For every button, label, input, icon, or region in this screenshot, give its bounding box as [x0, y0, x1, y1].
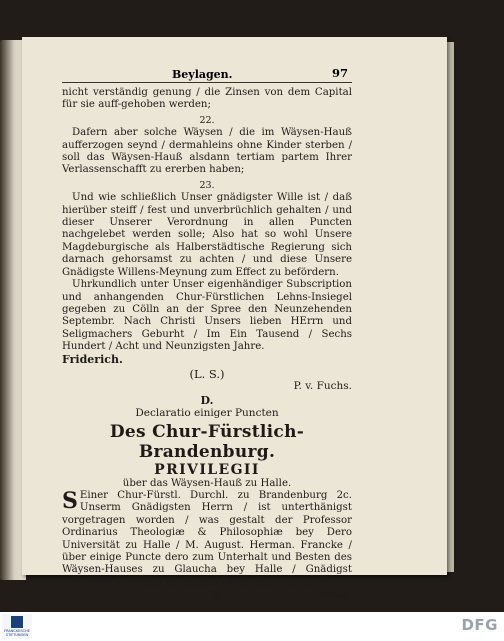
viewer-footer: [0, 612, 504, 641]
final-paragraph-text: Einer Chur-Fürstl. Durchl. zu Brandenburg 2c. Unserm Gnädigsten Herrn / ist unterthänigst vorgetragen worden / was gestalt der Professor Ordinarius Theologiæ & Philosophiæ bey Dero Universität zu Halle / M. August. Herman. Francke / über einige Puncte dero zum Unterhalt und Besten des Wäysen-Hauses zu Glaucha bey Halle / Gnädigst ertheilten Privilegii Gnädigste Declaration gesuchet.: [62, 489, 352, 588]
seal-mark: (L. S.): [189, 366, 225, 381]
header-rule: [62, 82, 352, 83]
declaratio-heading: Declaratio einiger Puncten: [135, 407, 279, 420]
running-title: Beylagen.: [172, 68, 233, 81]
final-paragraph: [62, 487, 352, 589]
page-text: [62, 87, 352, 602]
logo-caption: FRANCKESCHE STIFTUNGEN: [4, 629, 30, 637]
signature-mark: N: [212, 590, 221, 602]
countersignature: P. v. Fuchs.: [293, 380, 352, 393]
subtitle: über das Wäysen-Hauß zu Halle.: [122, 477, 292, 489]
page-number: 97: [331, 66, 348, 80]
page-header: [62, 68, 352, 82]
item-number-23: 23.: [199, 179, 215, 191]
drop-cap: S: [62, 487, 78, 514]
catchword: Anlan-: [318, 590, 352, 602]
big-title: Des Chur-Fürstlich-Brandenburg.: [109, 421, 305, 462]
section-letter: D.: [200, 393, 214, 407]
catchword-line: [62, 590, 352, 602]
foundation-emblem-icon: [11, 616, 23, 628]
paragraph-continued: nicht verständig genung / die Zinsen von dem Capital für sie auff-gehoben werden;: [62, 87, 352, 111]
paragraph-22: Dafern aber solche Wäysen / die im Wäysen-Hauß aufferzogen seynd / dermahleins ohne Kinder sterben / soll das Wäysen-Hauß alsdann tertiam partem Ihrer Verlassenschafft zu ererben haben;: [62, 127, 352, 176]
paragraph-urkund: Uhrkundlich unter Unser eigenhändiger Subscription und anhangenden Chur-Fürstlichen Lehns-Insiegel gegeben zu Cölln an der Spree den Neunzehenden Septembr. Nach Christi Unsers lieben HErrn und Seligmachers Geburht / Im Ein Tausend / Sechs Hundert / Acht und Neunzigsten Jahre.: [62, 279, 352, 353]
paragraph-23: Und wie schließlich Unser gnädigster Wille ist / daß hierüber steiff / fest und unverbrüchlich gehalten / und dieser Unserer Verordnung in allen Puncten nachgelebet werden solle; Also hat so wohl Unsere Magdeburgische als Halberstädtische Regierung sich darnach gehorsamst zu achten / und diese Unsere Gnädigste Willens-Meynung zum Effect zu befördern.: [62, 192, 352, 278]
item-number-22: 22.: [199, 114, 215, 126]
privilegii-heading: PRIVILEGII: [154, 461, 260, 478]
dfg-logo[interactable]: DFG: [461, 616, 498, 634]
franckesche-stiftungen-logo[interactable]: [2, 614, 32, 639]
signature: Friderich.: [62, 352, 123, 366]
